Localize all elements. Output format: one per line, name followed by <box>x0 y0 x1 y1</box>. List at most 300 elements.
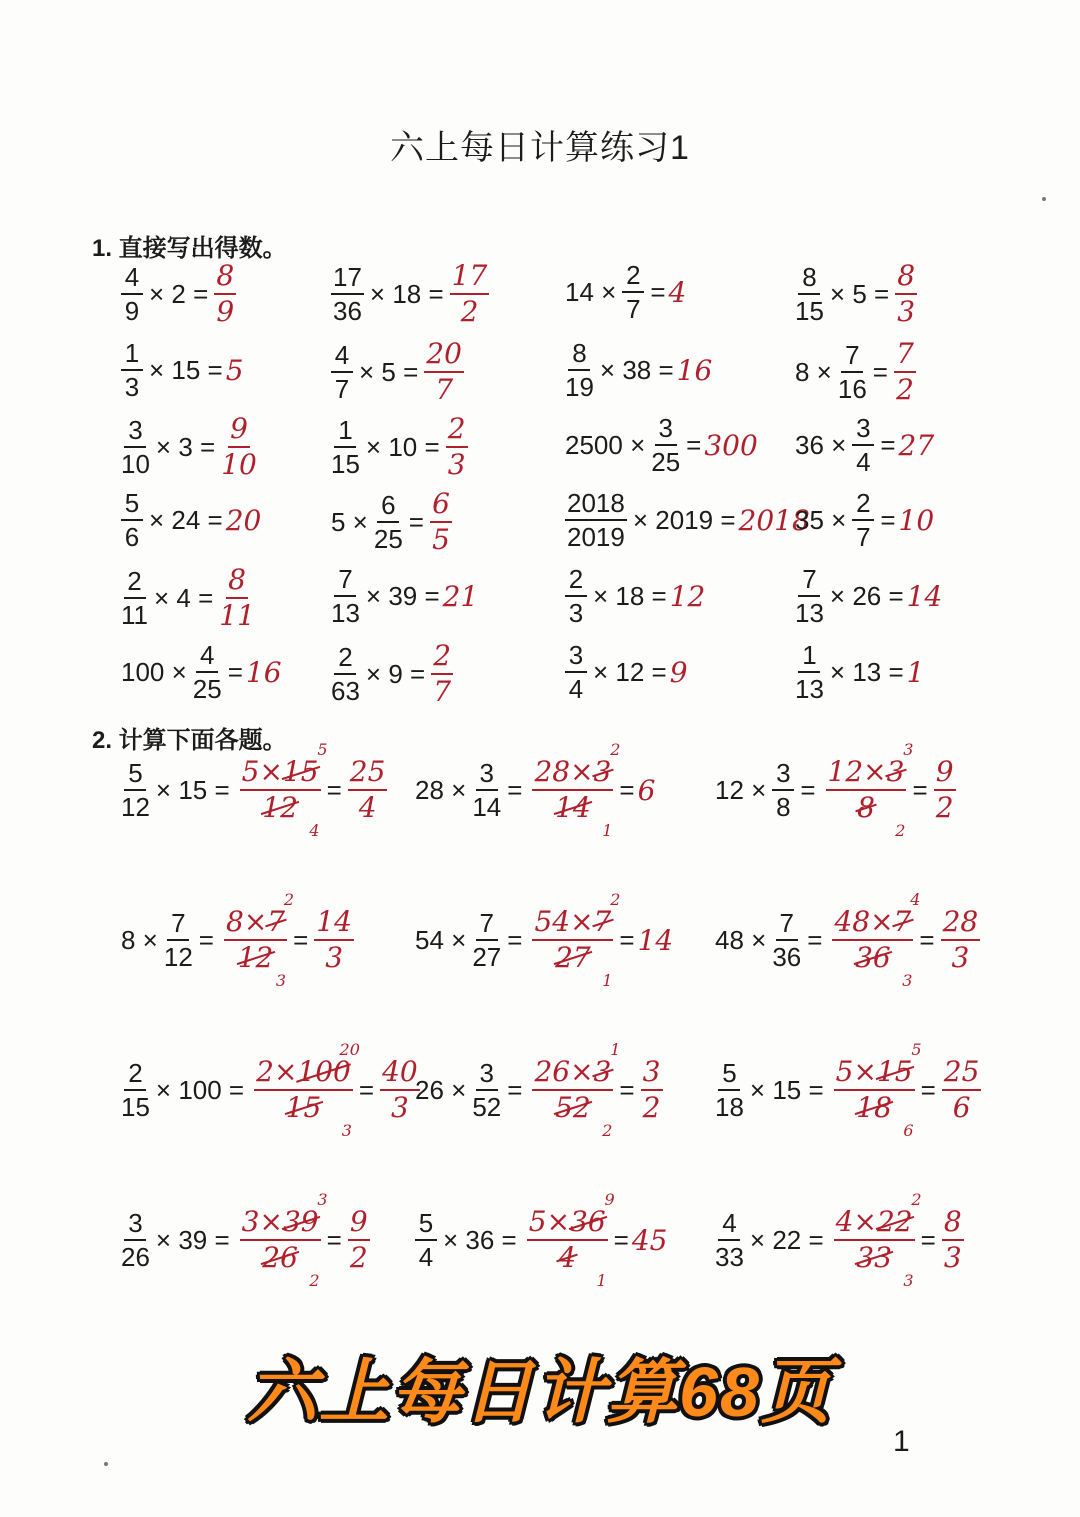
numerator: 7 <box>334 566 356 597</box>
numerator: 5 <box>124 760 146 791</box>
work-factor: 5 <box>835 1055 854 1088</box>
cancelled-factor: 22 <box>876 1205 913 1238</box>
numerator: 2 <box>124 568 146 599</box>
fraction <box>121 417 150 477</box>
work-fraction <box>237 740 328 840</box>
expression-text: × 3 = <box>155 431 216 462</box>
fraction <box>331 264 364 324</box>
work-fraction-body <box>240 755 321 824</box>
fraction <box>121 490 143 550</box>
problem-item <box>118 259 239 328</box>
work-fraction-body <box>532 905 613 974</box>
reduced-mark-top: 1 <box>610 1040 621 1059</box>
speck <box>104 1462 108 1466</box>
denominator: 18 <box>715 1092 744 1122</box>
work-numerator <box>240 755 321 791</box>
expression-text: 2500 × <box>565 429 646 460</box>
denominator: 7 <box>435 373 454 406</box>
expression-text: = <box>807 924 823 955</box>
expression-text: = <box>507 924 523 955</box>
equals-sign: = <box>920 1224 936 1255</box>
numerator: 5 <box>718 1060 740 1091</box>
reduced-mark-bottom: 1 <box>596 1271 607 1290</box>
problem-item <box>712 1040 984 1140</box>
problem-item <box>712 890 983 990</box>
equals-sign: = <box>619 1074 635 1105</box>
problem-item <box>328 337 467 406</box>
denominator: 7 <box>856 522 871 552</box>
expression-text: = <box>686 429 702 460</box>
answer <box>311 905 357 974</box>
answer-fraction <box>942 1055 982 1124</box>
answer <box>428 639 456 708</box>
problem-item <box>412 890 674 990</box>
denominator: 15 <box>795 296 824 326</box>
answer-value: 6 <box>637 773 656 807</box>
answer <box>421 337 467 406</box>
answer-value: 16 <box>245 655 282 689</box>
numerator: 2 <box>124 1060 146 1091</box>
expression-text: = <box>800 774 816 805</box>
fraction <box>331 566 360 626</box>
fraction <box>622 262 644 322</box>
equals-sign: = <box>619 924 635 955</box>
problem-item <box>118 340 244 400</box>
numerator: 2018 <box>565 490 627 521</box>
answer-value: 20 <box>225 503 262 537</box>
fraction <box>164 910 193 970</box>
problem-item <box>118 1190 373 1290</box>
work-numerator <box>826 755 907 791</box>
problem-item <box>792 490 934 550</box>
expression-text: × 4 = <box>154 582 214 613</box>
expression-text: × 12 = <box>593 656 667 687</box>
equals-sign: = <box>919 924 935 955</box>
denominator: 4 <box>856 447 871 477</box>
work-fraction <box>831 1040 922 1140</box>
answer <box>892 259 920 328</box>
answer-fraction <box>941 905 981 974</box>
speck <box>1042 197 1046 201</box>
denominator: 13 <box>795 674 824 704</box>
denominator: 27 <box>472 942 502 972</box>
cancelled-denominator: 12 <box>262 791 298 824</box>
denominator: 10 <box>121 449 150 479</box>
fraction <box>121 264 143 324</box>
answer-value: 2018 <box>738 503 810 537</box>
reduced-mark-top: 2 <box>911 1190 922 1209</box>
numerator: 7 <box>476 910 498 941</box>
expression-text: × 18 = <box>369 278 444 309</box>
equals-sign: = <box>920 1074 936 1105</box>
answer-value: 27 <box>898 428 935 462</box>
work-fraction-body <box>224 905 287 974</box>
work-times: × <box>243 905 268 938</box>
denominator: 25 <box>373 524 403 554</box>
equals-sign: = <box>912 774 928 805</box>
numerator: 7 <box>776 910 798 941</box>
reduced-mark-bottom: 3 <box>341 1121 352 1140</box>
denominator: 2 <box>642 1091 661 1124</box>
problem-item <box>118 412 260 481</box>
denominator: 12 <box>121 792 150 822</box>
expression-text: 28 × <box>415 774 467 805</box>
promo-banner: 六上每日计算68页 <box>247 1353 833 1431</box>
page-number: 1 <box>893 1425 910 1458</box>
work-times: × <box>259 755 283 788</box>
denominator: 36 <box>772 942 802 972</box>
denominator: 4 <box>418 1242 434 1272</box>
work-times: × <box>570 1055 594 1088</box>
answer <box>891 337 919 406</box>
expression-text: = <box>880 429 896 460</box>
work-factor: 12 <box>827 755 864 788</box>
problem-item <box>792 259 920 328</box>
expression-text: = <box>507 774 523 805</box>
work-numerator <box>532 905 613 941</box>
equals-sign: = <box>358 1074 375 1105</box>
equals-sign: = <box>619 774 635 805</box>
expression-text: 36 × <box>795 429 847 460</box>
numerator: 7 <box>894 340 916 373</box>
cancelled-factor: 7 <box>593 905 612 938</box>
answer <box>899 429 935 462</box>
cancelled-denominator: 15 <box>285 1091 322 1124</box>
fraction <box>838 342 867 402</box>
reduced-mark-bottom: 1 <box>602 971 613 990</box>
numerator: 7 <box>798 566 820 597</box>
work-times: × <box>853 1205 877 1238</box>
expression-text: × 39 = <box>365 580 440 611</box>
denominator: 2 <box>349 1241 368 1274</box>
reduced-mark-bottom: 3 <box>903 1271 914 1290</box>
denominator: 8 <box>776 792 791 822</box>
denominator: 3 <box>325 941 344 974</box>
reduced-mark-top: 9 <box>604 1190 615 1209</box>
work-factor: 2 <box>256 1055 274 1088</box>
numerator: 25 <box>942 1058 982 1091</box>
expression-text: 14 × <box>565 276 617 307</box>
numerator: 8 <box>895 262 917 295</box>
numerator: 5 <box>415 1210 437 1241</box>
fraction <box>715 1060 744 1120</box>
denominator: 3 <box>568 598 584 628</box>
cancelled-denominator: 14 <box>555 791 591 824</box>
work-times: × <box>863 755 887 788</box>
problem-item <box>118 642 282 702</box>
expression-text: × 26 = <box>829 580 904 611</box>
expression-text: = <box>198 924 214 955</box>
denominator: 33 <box>715 1242 744 1272</box>
denominator: 15 <box>121 1092 150 1122</box>
answer-fraction <box>430 487 452 556</box>
denominator: 6 <box>952 1091 971 1124</box>
reduced-mark-top: 4 <box>910 890 921 909</box>
denominator: 14 <box>472 792 502 822</box>
denominator: 10 <box>221 448 257 481</box>
expression-text: × 15 = <box>149 354 223 385</box>
cancelled-factor: 15 <box>282 755 319 788</box>
work-fraction <box>221 890 295 990</box>
answer <box>345 1205 373 1274</box>
expression-text: × 39 = <box>155 1224 230 1255</box>
numerator: 2 <box>622 262 644 293</box>
expression-text: 5 × <box>331 506 368 537</box>
numerator: 2 <box>852 490 874 521</box>
answer <box>443 412 471 481</box>
expression-text: × 13 = <box>829 656 904 687</box>
cancelled-denominator: 36 <box>855 941 891 974</box>
fraction <box>374 492 403 552</box>
numerator: 7 <box>841 342 863 373</box>
fraction <box>795 642 824 702</box>
work-times: × <box>870 905 894 938</box>
denominator: 7 <box>626 294 641 324</box>
work-fraction <box>529 740 621 840</box>
work-factor: 48 <box>834 905 871 938</box>
numerator: 2 <box>565 566 587 597</box>
work-fraction <box>524 1190 615 1290</box>
work-times: × <box>546 1205 571 1238</box>
denominator: 4 <box>358 791 377 824</box>
answer-fraction <box>348 1205 370 1274</box>
reduced-mark-bottom: 2 <box>602 1121 613 1140</box>
denominator: 11 <box>219 599 255 632</box>
answer <box>443 580 479 613</box>
work-times: × <box>570 755 594 788</box>
problem-item <box>412 1190 668 1290</box>
denominator: 2 <box>460 295 479 328</box>
fraction <box>772 760 794 820</box>
answer-fraction <box>934 755 956 824</box>
denominator: 36 <box>333 296 362 326</box>
page-title: 六上每日计算练习1 <box>390 129 690 167</box>
fraction <box>121 1060 150 1120</box>
work-factor: 5 <box>528 1205 547 1238</box>
numerator: 17 <box>331 264 364 295</box>
work-fraction-body <box>240 1205 321 1274</box>
problem-item <box>562 262 686 322</box>
cancelled-factor: 7 <box>267 905 286 938</box>
fraction <box>415 1210 437 1270</box>
fraction <box>121 760 150 820</box>
answer <box>669 276 687 309</box>
denominator: 25 <box>192 674 222 704</box>
work-fraction <box>823 740 914 840</box>
cancelled-factor: 3 <box>593 755 612 788</box>
answer <box>931 755 959 824</box>
numerator: 9 <box>934 758 956 791</box>
answer-value: 14 <box>637 923 674 957</box>
numerator: 7 <box>167 910 189 941</box>
answer <box>907 656 925 689</box>
expression-text: × 9 = <box>365 658 426 689</box>
numerator: 3 <box>641 1058 663 1091</box>
answer <box>427 487 455 556</box>
answer-fraction <box>431 639 453 708</box>
answer-value: 21 <box>442 579 479 613</box>
answer-value: 10 <box>898 503 935 537</box>
denominator: 3 <box>124 372 140 402</box>
denominator: 11 <box>121 600 148 630</box>
answer <box>211 259 239 328</box>
fraction <box>651 415 680 475</box>
expression-text: 12 × <box>715 774 767 805</box>
numerator: 3 <box>655 415 677 446</box>
answer <box>938 905 984 974</box>
expression-text: = <box>880 504 896 535</box>
problem-item <box>118 740 390 840</box>
fraction <box>472 1060 501 1120</box>
fraction <box>565 642 587 702</box>
cancelled-factor: 36 <box>570 1205 606 1238</box>
numerator: 3 <box>476 760 498 791</box>
problem-item <box>792 415 934 475</box>
numerator: 8 <box>568 340 590 371</box>
problem-item <box>118 890 357 990</box>
expression-text: = <box>408 506 424 537</box>
reduced-mark-top: 5 <box>317 740 328 759</box>
denominator: 52 <box>472 1092 502 1122</box>
answer-value: 14 <box>906 579 943 613</box>
answer <box>246 656 282 689</box>
fraction <box>565 340 594 400</box>
problem-item <box>328 639 456 708</box>
denominator: 4 <box>568 674 584 704</box>
expression-text: × 38 = <box>599 354 674 385</box>
expression-text: × 15 = <box>155 774 230 805</box>
work-factor: 3 <box>241 1205 260 1238</box>
cancelled-factor: 3 <box>593 1055 612 1088</box>
expression-text: 26 × <box>415 1074 467 1105</box>
problem-item <box>118 490 261 550</box>
cancelled-denominator: 12 <box>237 941 274 974</box>
numerator: 4 <box>331 342 353 373</box>
expression-text: 54 × <box>415 924 467 955</box>
denominator: 3 <box>951 941 970 974</box>
work-times: × <box>853 1055 877 1088</box>
numerator: 3 <box>124 417 146 448</box>
denominator: 16 <box>837 374 867 404</box>
numerator: 9 <box>348 1208 370 1241</box>
expression-text: 8 × <box>121 924 158 955</box>
work-fraction-body <box>832 905 913 974</box>
numerator: 2 <box>431 642 453 675</box>
answer-value: 12 <box>669 579 706 613</box>
work-times: × <box>570 905 594 938</box>
problem-item <box>792 337 919 406</box>
work-factor: 5 <box>241 755 260 788</box>
work-numerator <box>832 905 913 941</box>
equals-sign: = <box>326 774 342 805</box>
problem-item <box>328 259 492 328</box>
work-fraction-body <box>826 755 907 824</box>
problem-item <box>562 566 705 626</box>
numerator: 4 <box>718 1210 740 1241</box>
answer-value: 1 <box>906 655 925 689</box>
answer <box>226 504 262 537</box>
section-2-heading: 2. 计算下面各题。 <box>92 727 287 754</box>
work-factor: 8 <box>225 905 244 938</box>
reduced-mark-top: 20 <box>339 1040 360 1059</box>
work-fraction <box>829 890 921 990</box>
numerator: 1 <box>334 417 356 448</box>
denominator: 9 <box>216 295 235 328</box>
denominator: 25 <box>651 447 681 477</box>
answer-fraction <box>314 905 354 974</box>
numerator: 17 <box>450 262 490 295</box>
answer-value: 4 <box>668 275 687 309</box>
denominator: 12 <box>163 942 193 972</box>
problem-item <box>328 566 478 626</box>
fraction <box>565 490 627 550</box>
numerator: 1 <box>121 340 143 371</box>
section-1-heading: 1. 直接写出得数。 <box>92 235 287 262</box>
denominator: 7 <box>433 675 452 708</box>
answer-fraction <box>219 563 255 632</box>
numerator: 2 <box>446 415 468 448</box>
problem-item <box>562 490 810 550</box>
numerator: 14 <box>314 908 354 941</box>
equals-sign: = <box>613 1224 629 1255</box>
denominator: 3 <box>897 295 916 328</box>
cancelled-denominator: 8 <box>857 791 875 824</box>
answer-fraction <box>214 259 236 328</box>
cancelled-denominator: 18 <box>856 1091 892 1124</box>
numerator: 6 <box>377 492 399 523</box>
expression-text: = <box>227 656 243 687</box>
numerator: 28 <box>941 908 981 941</box>
problem-item <box>792 642 924 702</box>
problem-item <box>328 487 455 556</box>
numerator: 5 <box>121 490 143 521</box>
work-fraction <box>529 890 621 990</box>
work-numerator <box>224 905 287 941</box>
answer <box>447 259 493 328</box>
denominator: 26 <box>121 1242 150 1272</box>
numerator: 4 <box>196 642 218 673</box>
answer <box>638 774 656 807</box>
fraction <box>331 342 353 402</box>
reduced-mark-bottom: 3 <box>275 971 287 990</box>
work-factor: 4 <box>835 1205 854 1238</box>
problem-item <box>562 340 712 400</box>
problem-item <box>412 1040 666 1140</box>
expression-text: 35 × <box>795 504 847 535</box>
expression-text: × 22 = <box>749 1224 824 1255</box>
cancelled-factor: 3 <box>886 755 905 788</box>
work-numerator <box>532 1055 613 1091</box>
cancelled-factor: 7 <box>893 905 912 938</box>
problem-item <box>562 642 688 702</box>
work-numerator <box>532 755 613 791</box>
denominator: 2 <box>935 791 954 824</box>
answer <box>704 429 757 462</box>
reduced-mark-top: 2 <box>283 890 295 909</box>
problem-item <box>118 563 258 632</box>
cancelled-denominator: 4 <box>558 1241 577 1274</box>
answer-fraction <box>446 412 468 481</box>
denominator: 13 <box>331 598 360 628</box>
reduced-mark-bottom: 1 <box>602 821 613 840</box>
answer-fraction <box>450 259 490 328</box>
work-fraction <box>529 1040 621 1140</box>
denominator: 3 <box>447 448 466 481</box>
work-numerator <box>527 1205 608 1241</box>
numerator: 3 <box>124 1210 146 1241</box>
reduced-mark-bottom: 2 <box>895 821 906 840</box>
answer <box>216 563 258 632</box>
